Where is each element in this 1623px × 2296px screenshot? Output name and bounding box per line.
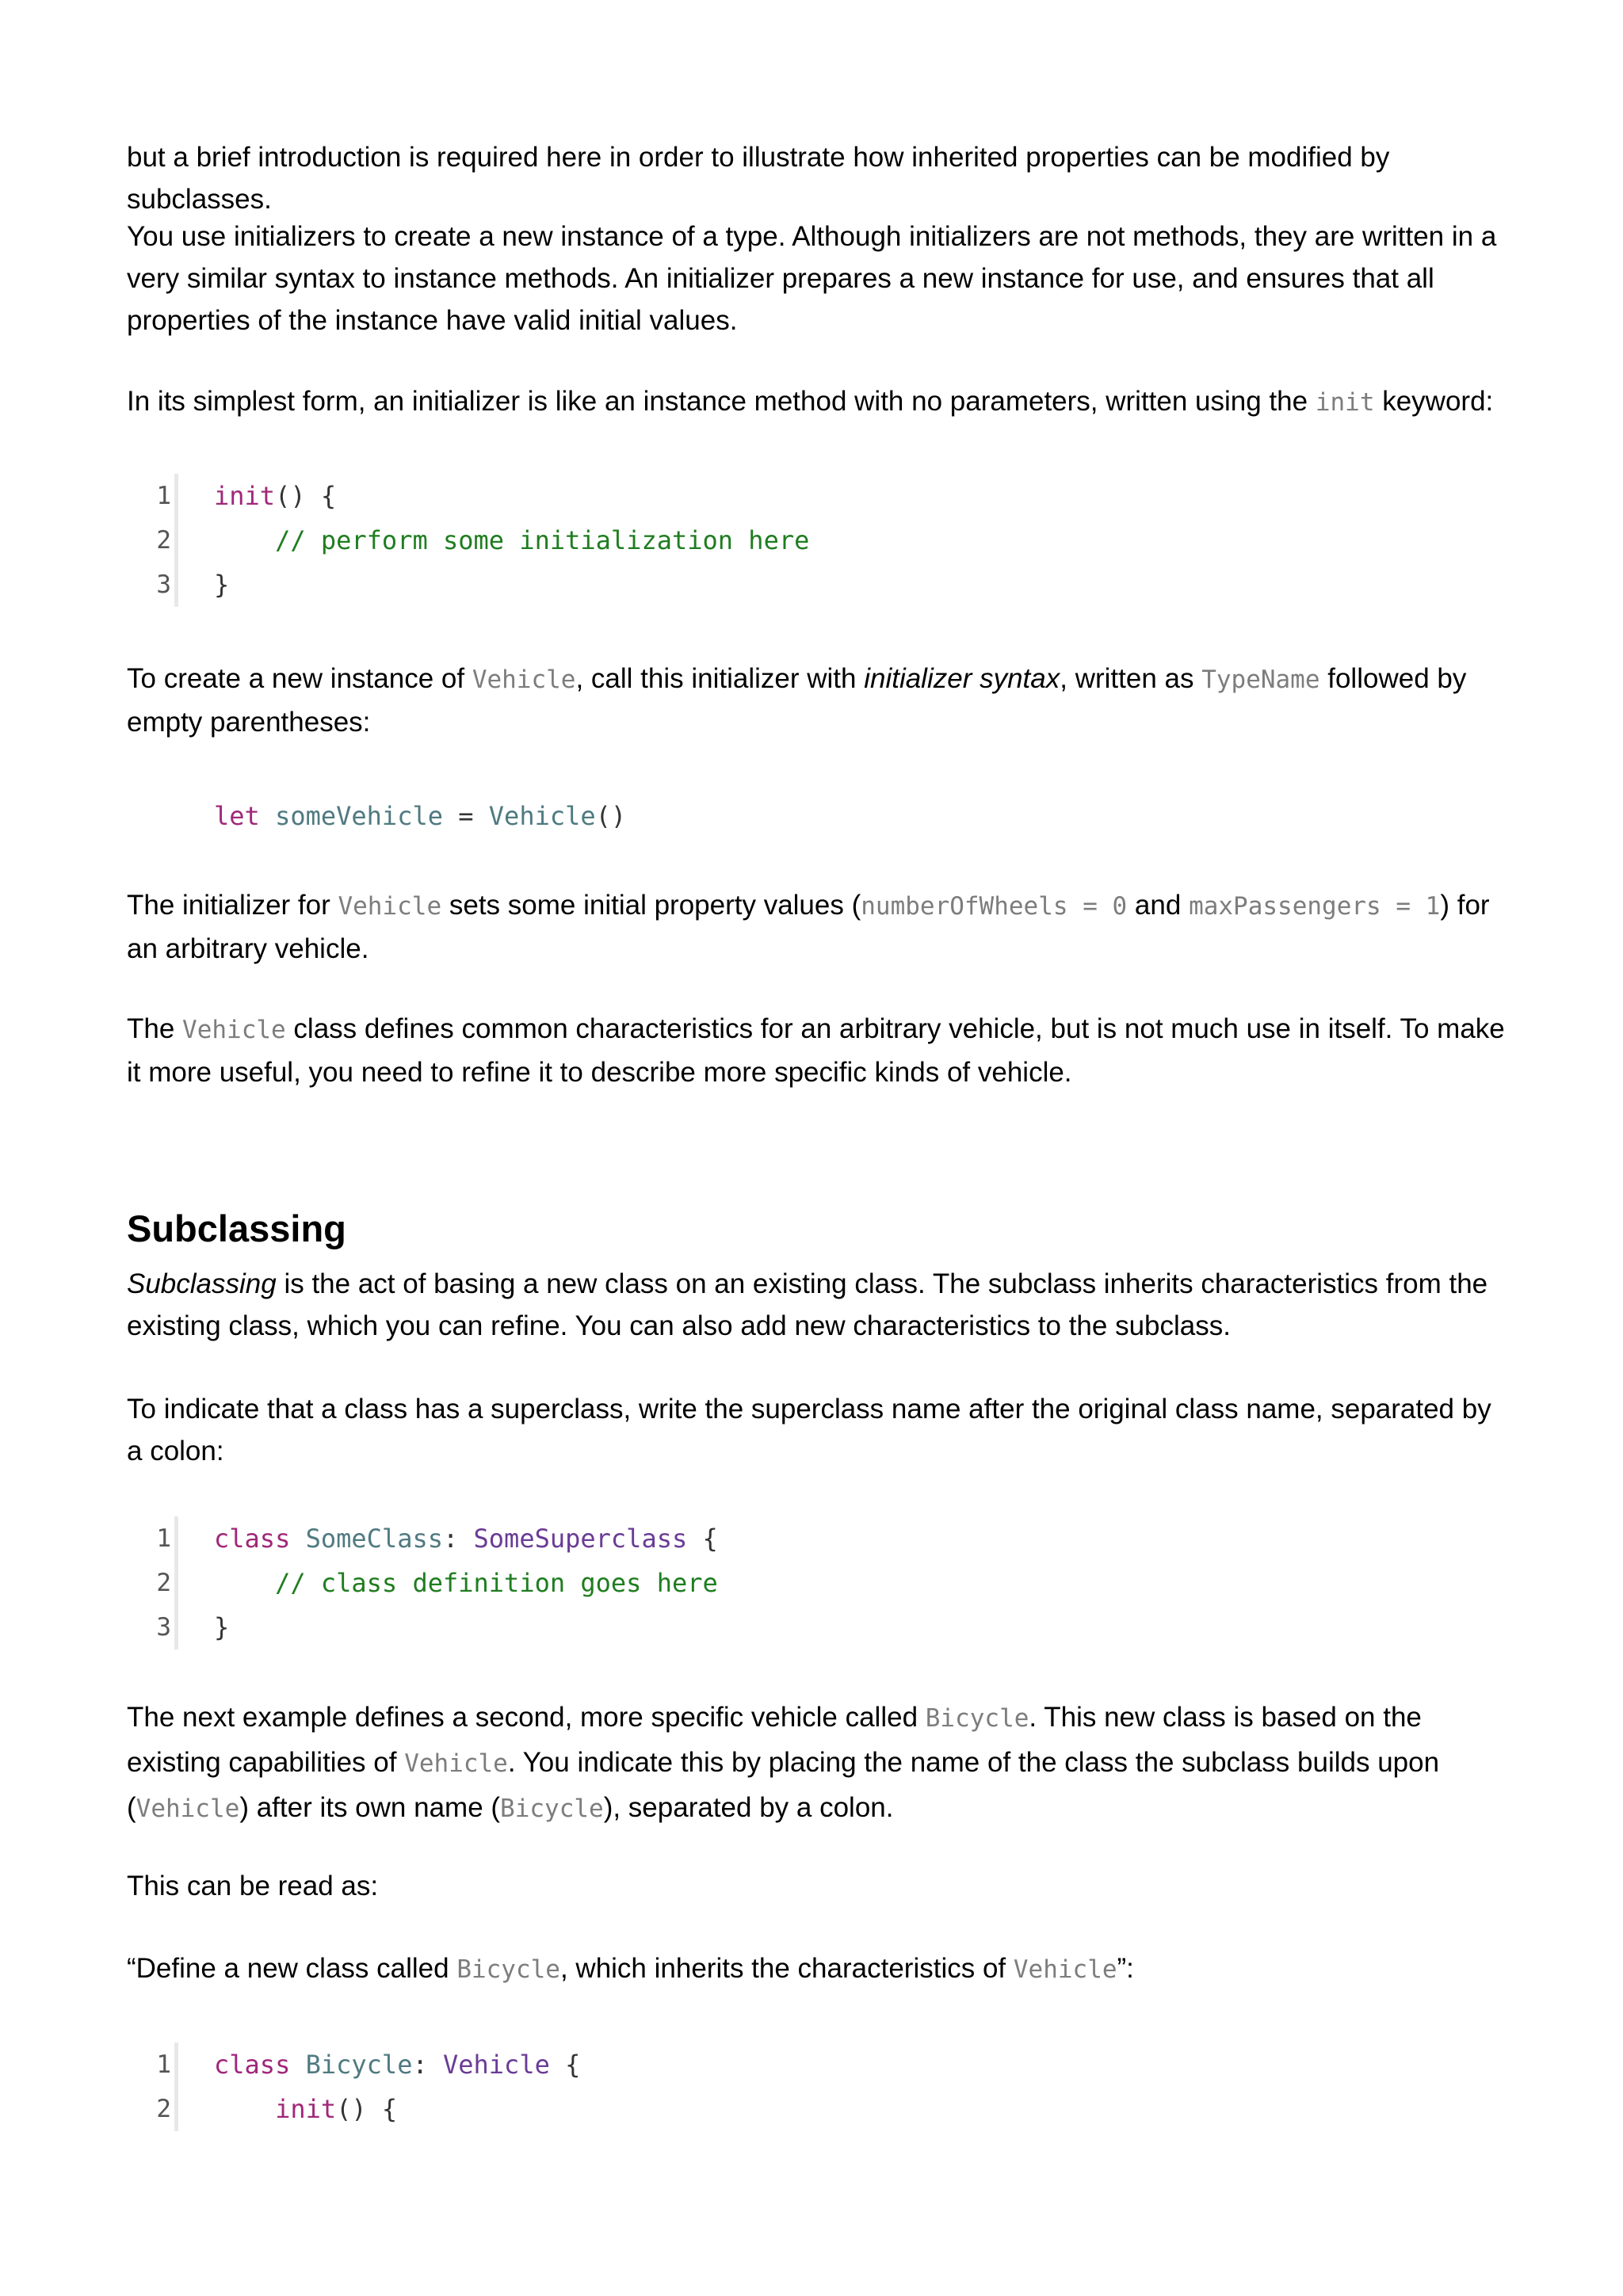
intro-paragraph: but a brief introduction is required here in order to illustrate how inherited properties can be modified by subclasses. bbox=[127, 142, 1390, 215]
code-class-name: SomeClass bbox=[305, 1524, 443, 1554]
line-number: 1 bbox=[156, 2050, 171, 2079]
code-block-init bbox=[127, 474, 1506, 607]
section-heading-subclassing: Subclassing bbox=[127, 1207, 346, 1249]
subclassing-paragraph: Subclassing is the act of basing a new class on an existing class. The subclass inherits characteristics from the existing class, which you can refine. You can also add new characteristics to the subclass. bbox=[127, 1268, 1488, 1341]
line-number: 1 bbox=[156, 1524, 171, 1553]
code-line: 1 class SomeClass: SomeSuperclass { bbox=[127, 1516, 1506, 1561]
code-line: 3 } bbox=[127, 563, 1506, 607]
inline-code-vehicle: Vehicle bbox=[1013, 1955, 1117, 1984]
code-keyword: init bbox=[214, 481, 276, 511]
vehicle-class-paragraph: The Vehicle class defines common characteristics for an arbitrary vehicle, but is not much use in itself. To make it more useful, you need to refine it to describe more specific kinds of vehicle. bbox=[127, 1013, 1505, 1088]
inline-code-vehicle: Vehicle bbox=[404, 1749, 508, 1778]
emphasis-initializer-syntax: initializer syntax bbox=[864, 663, 1060, 694]
line-number: 3 bbox=[156, 1613, 171, 1642]
code-superclass: SomeSuperclass bbox=[473, 1524, 688, 1554]
inline-code-vehicle: Vehicle bbox=[338, 892, 442, 921]
inline-code-passengers: maxPassengers = 1 bbox=[1189, 892, 1441, 921]
code-block-let bbox=[127, 794, 1506, 838]
line-number: 2 bbox=[156, 526, 171, 555]
read-as-paragraph: This can be read as: bbox=[127, 1871, 379, 1901]
code-line: 3 } bbox=[127, 1605, 1506, 1650]
code-line bbox=[127, 1561, 1506, 1605]
code-block-someclass bbox=[127, 1516, 1506, 1650]
line-number: 3 bbox=[156, 570, 171, 599]
code-keyword: init bbox=[275, 2094, 337, 2124]
init-keyword-paragraph: In its simplest form, an initializer is like an instance method with no parameters, written using the init keyword: bbox=[127, 386, 1494, 417]
code-type: Vehicle bbox=[488, 801, 596, 831]
line-number: 1 bbox=[156, 482, 171, 510]
line-number: 2 bbox=[156, 2095, 171, 2123]
initial-values-paragraph: The initializer for Vehicle sets some initial property values (numberOfWheels = 0 and maxPassengers = 1) for an arbitrary vehicle. bbox=[127, 890, 1490, 964]
code-keyword: let bbox=[214, 801, 260, 831]
inline-code-vehicle: Vehicle bbox=[182, 1016, 286, 1044]
code-line: 1 init() { bbox=[127, 474, 1506, 518]
code-superclass: Vehicle bbox=[442, 2050, 550, 2080]
inline-code-bicycle: Bicycle bbox=[500, 1794, 604, 1823]
code-variable: someVehicle bbox=[275, 801, 443, 831]
create-instance-paragraph: To create a new instance of Vehicle, call this initializer with initializer syntax, written as TypeName followed by empty parentheses: bbox=[127, 663, 1467, 738]
inline-code-vehicle: Vehicle bbox=[136, 1794, 240, 1823]
line-number: 2 bbox=[156, 1569, 171, 1597]
bicycle-example-paragraph: The next example defines a second, more specific vehicle called Bicycle. This new class is based on the existing capabilities of Vehicle. You indicate this by placing the name of the class the subclass builds upon (Vehicle) after its own name (Bicycle), separated by a colon. bbox=[127, 1702, 1440, 1823]
define-quote-paragraph: “Define a new class called Bicycle, which inherits the characteristics of Vehicle”: bbox=[127, 1953, 1134, 1984]
superclass-paragraph: To indicate that a class has a superclass, write the superclass name after the original class name, separated by a colon: bbox=[127, 1394, 1491, 1466]
code-keyword: class bbox=[214, 1524, 291, 1554]
inline-code-bicycle: Bicycle bbox=[925, 1704, 1029, 1733]
code-line: 2 init() { bbox=[127, 2087, 1506, 2131]
code-class-name: Bicycle bbox=[305, 2050, 413, 2080]
code-line bbox=[127, 518, 1506, 563]
inline-code-vehicle: Vehicle bbox=[472, 666, 576, 694]
code-comment: // perform some initialization here bbox=[275, 525, 810, 555]
initializers-paragraph: You use initializers to create a new instance of a type. Although initializers are not methods, they are written in a very similar syntax to instance methods. An initializer prepares a new instance for use, and ensures that all properties of the instance have valid initial values. bbox=[127, 221, 1497, 336]
inline-code-typename: TypeName bbox=[1201, 666, 1320, 694]
code-keyword: class bbox=[214, 2050, 291, 2080]
inline-code-bicycle: Bicycle bbox=[456, 1955, 560, 1984]
code-line: 1 class Bicycle: Vehicle { bbox=[127, 2042, 1506, 2087]
code-comment: // class definition goes here bbox=[275, 1568, 718, 1598]
emphasis-subclassing: Subclassing bbox=[127, 1268, 277, 1299]
inline-code-wheels: numberOfWheels = 0 bbox=[861, 892, 1128, 921]
code-line: let someVehicle = Vehicle() bbox=[214, 801, 627, 831]
code-block-bicycle bbox=[127, 2042, 1506, 2131]
inline-code-init: init bbox=[1315, 388, 1375, 417]
